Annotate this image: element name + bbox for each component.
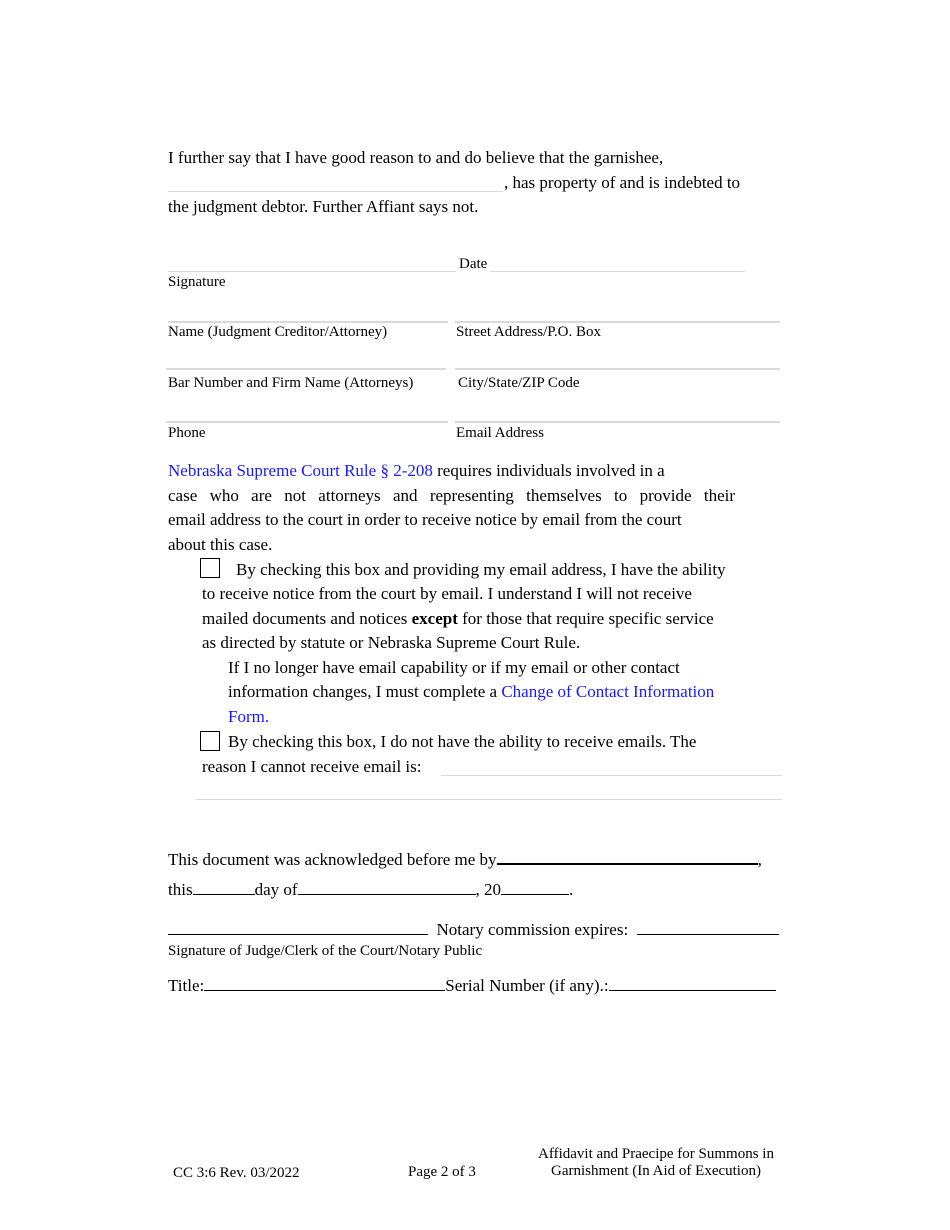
notary-line: Notary commission expires: [168,918,779,943]
change-contact-link[interactable]: Change of Contact Information [501,682,715,701]
option2-line1: By checking this box, I do not have the ability to receive emails. The [228,732,697,751]
title-serial-line: Title: Serial Number (if any).: [168,974,776,999]
email-field[interactable] [455,421,780,423]
year-field[interactable] [501,878,569,895]
no-email-reason-field[interactable] [441,775,782,776]
commission-expires-field[interactable] [637,918,779,935]
bar-label: Bar Number and Firm Name (Attorneys) [168,375,414,391]
serial-number-field[interactable] [609,974,776,991]
phone-field[interactable] [166,421,448,423]
street-label: Street Address/P.O. Box [456,324,602,340]
garnishee-statement-line2: , has property of and is indebted to [504,173,741,192]
date-label: Date [459,256,488,272]
notice-line1: Nebraska Supreme Court Rule § 2-208 requires individuals involved in a [168,461,665,480]
city-label: City/State/ZIP Code [458,375,580,391]
month-field[interactable] [298,878,476,895]
option1-line4: as directed by statute or Nebraska Supreme Court Rule. [202,633,581,652]
ack-line1: This document was acknowledged before me by , [168,847,762,873]
acknowledged-by-field[interactable] [497,847,758,865]
option1-sub1: If I no longer have email capability or if my email or other contact [228,658,680,677]
name-label: Name (Judgment Creditor/Attorney) [168,324,388,340]
option2-line2: reason I cannot receive email is: [202,757,422,776]
notary-signature-label: Signature of Judge/Clerk of the Court/Notary Public [168,943,483,959]
page-number: Page 2 of 3 [408,1164,476,1180]
notice-line2: case who are not attorneys and representing themselves to provide their [168,486,735,505]
bar-field[interactable] [166,368,446,370]
footer-title: Affidavit and Praecipe for Summons in Garnishment (In Aid of Execution) [538,1146,774,1179]
day-field[interactable] [193,878,255,895]
garnishee-statement-line3: the judgment debtor. Further Affiant says not. [168,197,479,216]
garnishee-name-field[interactable] [168,191,503,192]
option1-sub2: information changes, I must complete a Change of Contact Information [228,682,715,701]
date-field[interactable] [490,271,745,272]
phone-label: Phone [168,425,206,441]
title-field[interactable] [204,974,445,991]
signature-field[interactable] [168,271,456,272]
name-field[interactable] [168,321,448,323]
form-id: CC 3:6 Rev. 03/2022 [173,1165,300,1181]
change-contact-link-cont[interactable]: Form. [228,707,270,726]
ack-line2: this day of , 20 . [168,880,574,899]
option1-line1: By checking this box and providing my email address, I have the ability [236,560,726,579]
email-consent-checkbox[interactable] [200,558,220,578]
rule-link[interactable]: Nebraska Supreme Court Rule § 2-208 [168,461,433,480]
no-email-checkbox[interactable] [200,731,220,751]
garnishee-statement-line1: I further say that I have good reason to and do believe that the garnishee, [168,148,664,167]
signature-label: Signature [168,274,226,290]
no-email-reason-field-2[interactable] [196,799,782,800]
notary-signature-field[interactable] [168,918,428,935]
email-label: Email Address [456,425,544,441]
street-field[interactable] [455,321,780,323]
city-field[interactable] [455,368,780,370]
option1-line3: mailed documents and notices except for those that require specific service [202,609,714,628]
option1-line2: to receive notice from the court by email. I understand I will not receive [202,584,692,603]
notice-line3: email address to the court in order to receive notice by email from the court [168,510,682,529]
notice-line4: about this case. [168,535,273,554]
